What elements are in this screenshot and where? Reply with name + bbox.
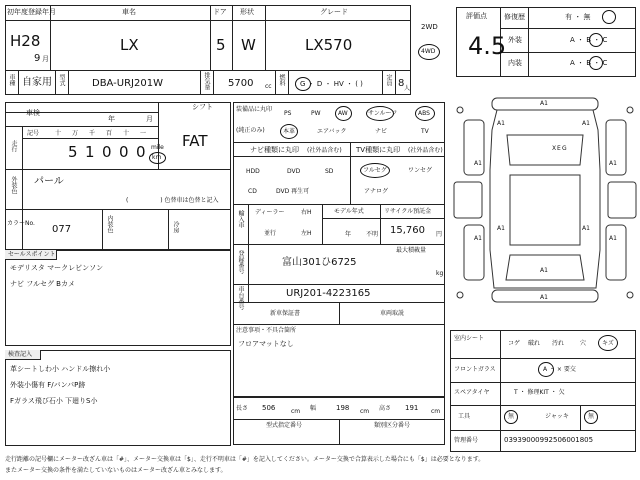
right-h-label: 右H (301, 209, 312, 216)
tools-label: 工具 (458, 413, 471, 420)
left-h-label: 左H (301, 230, 312, 237)
interior-options: A ・ B ・ C (570, 59, 608, 67)
first-reg-label: 初年度登録年月 (7, 8, 56, 16)
inspector-label: 検査記入 (8, 351, 33, 358)
parallel-label: 並行 (264, 230, 277, 237)
unit-h0: 記号 (27, 130, 40, 137)
inspector-line-1: 外装小傷有 F/バンパP跡 (10, 381, 86, 389)
chassis-label: 車台番号 (237, 286, 244, 310)
int-color-label: 内装色 (106, 215, 113, 233)
exterior-options: A ・ B ・ C (570, 36, 608, 44)
length-unit: cm (291, 408, 301, 415)
dealer-label: ディーラー (255, 209, 285, 216)
equip-navi: ナビ (375, 128, 388, 135)
exterior-b-circle (589, 33, 603, 47)
inspector-line-0: 革シートしわ小 ハンドル擦れ小 (10, 365, 111, 373)
front-glass-options: A ・ × 要交 (543, 366, 576, 373)
manual-label: 車両取説 (380, 310, 405, 317)
length-value: 506 (262, 404, 276, 412)
equip-label: 装備品に丸印 (236, 106, 273, 113)
seat-opt-3: 穴 (580, 340, 587, 347)
import-label: 輸入車 (237, 210, 244, 228)
mgmt-label: 管理番号 (454, 437, 479, 444)
navi-cd: CD (248, 188, 257, 195)
shape-label: 形状 (240, 8, 254, 16)
seat-opt-0: コゲ (508, 340, 521, 347)
type-value: DBA-URJ201W (92, 78, 163, 89)
color-no-label: カラーNo. (7, 220, 35, 227)
mileage-unit-km: km (152, 154, 162, 161)
equip-airbag: エアバック (317, 128, 347, 135)
score-label: 評価点 (466, 12, 487, 20)
drive-4wd: 4WD (421, 48, 436, 55)
mileage-unit-mile: mile (151, 144, 164, 151)
navi-label: ナビ種類に丸印 (250, 146, 299, 154)
unit-h3: 千 (89, 130, 96, 137)
navi-hdd: HDD (246, 168, 260, 175)
grade-label: グレード (320, 8, 348, 16)
class-label: 車種 (8, 74, 15, 86)
width-label: 幅 (310, 405, 317, 412)
diagram-mark-7: A1 (497, 225, 505, 232)
doors-label: ドア (213, 8, 227, 16)
shift-label: シフト (192, 103, 213, 111)
plate-value: 富山301ひ6725 (282, 257, 357, 268)
capacity-unit: 人 (404, 85, 411, 92)
diagram-mark-6: A1 (609, 235, 617, 242)
diagram-mark-1: A1 (497, 120, 505, 127)
height-value: 191 (405, 404, 419, 412)
displacement-label: 排気量 (203, 72, 210, 90)
navi-dvd-play: DVD 再生可 (276, 188, 310, 195)
mileage-digit-2: 0 (102, 143, 112, 161)
equip-leather: 本革 (283, 128, 296, 135)
notes-box (233, 325, 445, 397)
recycle-deposit-value: 15,760 (390, 225, 425, 236)
diagram-mark-5: A1 (474, 235, 482, 242)
tv-analog: アナログ (364, 188, 389, 195)
check-year-label: 年 (108, 115, 115, 123)
recycle-yen: 円 (436, 231, 443, 238)
score-value: 4.5 (468, 32, 507, 60)
tv-sub: (社外品含む) (408, 147, 443, 154)
mileage-digit-0: 5 (68, 143, 78, 161)
seat-opt-4: キズ (602, 340, 614, 347)
diagram-mark-10: A1 (540, 267, 548, 274)
fuel-options: G ・ D ・ HV ・ ( ) (300, 80, 363, 88)
check-month-label: 月 (146, 115, 153, 123)
diagram-mark-13: G (562, 145, 567, 152)
warranty-label: 新車保証書 (270, 310, 301, 317)
first-reg-value: H28 (10, 32, 41, 50)
model-year-unit: 年 (345, 231, 352, 238)
selling-line-0: モデリスタ マークレビンソン (10, 264, 104, 272)
equip-ps: PS (284, 110, 292, 117)
jack-value: 無 (588, 413, 595, 420)
shape-value: W (241, 36, 256, 54)
diagram-mark-12: E (557, 145, 561, 152)
capacity-value: 8 (398, 78, 405, 89)
repair-label: 修復歴 (504, 13, 525, 21)
equip-aw: AW (338, 110, 348, 117)
interior-label: 内装 (508, 59, 522, 67)
capacity-label: 定員 (385, 74, 392, 86)
class-value: 自家用 (22, 77, 52, 88)
color-no-value: 077 (52, 224, 72, 235)
front-glass-label: フロントガラス (454, 366, 496, 373)
selling-line-1: ナビ フルセグ Bカメ (10, 280, 75, 288)
diagram-mark-9: A1 (540, 294, 548, 301)
height-label: 高さ (379, 405, 392, 412)
car-diagram (452, 90, 638, 310)
unit-h6: 一 (140, 130, 147, 137)
fuel-label: 燃料 (278, 74, 285, 86)
diagram-mark-2: A1 (582, 120, 590, 127)
unit-h4: 百 (106, 130, 113, 137)
chassis-value: URJ201-4223165 (286, 288, 371, 299)
navi-sd: SD (325, 168, 334, 175)
navi-sub: (社外品含む) (307, 147, 342, 154)
interior-b-circle (589, 56, 603, 70)
mileage-digit-4: 0 (136, 143, 146, 161)
navi-dvd: DVD (287, 168, 301, 175)
unit-h1: 十 (55, 130, 62, 137)
type-designation-label: 型式指定番号 (266, 422, 303, 429)
plate-label: 登録番号 (237, 250, 244, 274)
equip-sunroof: サンルーフ (368, 110, 398, 117)
grade-value: LX570 (305, 36, 353, 54)
footer-line-2: またメーター交換の条件を満たしていないものはメーター改ざん車とみなします。 (5, 467, 227, 474)
spare-options: T ・ 修理KIT ・ 欠 (514, 389, 565, 396)
displacement-value: 5700 (228, 78, 254, 89)
mileage-label: 走行 (10, 140, 17, 152)
selling-label: セールスポイント (8, 251, 56, 258)
mileage-digit-1: 1 (85, 143, 95, 161)
tv-oneseg: ワンセグ (408, 167, 433, 174)
repair-none-circle (602, 10, 616, 24)
height-unit: cm (431, 408, 441, 415)
inspector-line-2: Fガラス飛び石小 下廻りS小 (10, 397, 98, 405)
diagram-mark-11: X (552, 145, 557, 152)
equip-abs: ABS (418, 110, 430, 117)
tools-value: 無 (508, 413, 515, 420)
displacement-unit: cc (265, 83, 272, 90)
mgmt-value: 03939000992506001805 (504, 436, 594, 444)
spare-label: スペアタイヤ (454, 389, 490, 396)
jack-label: ジャッキ (545, 413, 569, 420)
car-name-value: LX (120, 36, 139, 54)
tv-label: TV種類に丸印 (356, 146, 401, 154)
exterior-label: 外装 (508, 36, 522, 44)
max-load-label: 最大積載量 (396, 247, 427, 254)
car-name-label: 車名 (122, 8, 136, 16)
tv-fullseg: フルセグ (363, 167, 387, 174)
drive-2wd: 2WD (421, 23, 438, 31)
color-note: ( ) 色替車は色替と記入 (126, 197, 219, 204)
width-value: 198 (336, 404, 350, 412)
seat-opt-2: 汚れ (552, 340, 565, 347)
repair-options: 有 ・ 無 (565, 13, 591, 21)
color-value: パール (34, 176, 64, 187)
diagram-mark-3: A1 (474, 160, 482, 167)
notes-label: 注意事項・不具合箇所 (236, 327, 297, 334)
recycle-label: 冷房 (172, 221, 179, 233)
width-unit: cm (360, 408, 370, 415)
length-label: 長さ (236, 405, 249, 412)
diagram-mark-4: A1 (609, 160, 617, 167)
model-year-label: モデル年式 (334, 208, 364, 215)
shift-value: FAT (182, 132, 208, 150)
model-year-unknown: 不明 (366, 231, 379, 238)
seat-opt-1: 破れ (528, 340, 541, 347)
doors-value: 5 (216, 36, 226, 54)
max-load-kg: kg (436, 270, 444, 277)
footer-line-1: 走行距離の記号欄にメーター改ざん車は「#」、メーター交換車は「$」、走行不明車は「#」を記入してください。メーター交換で合算表示した場合にも「$」は必要となります。 (5, 456, 485, 463)
diagram-mark-0: A1 (540, 100, 548, 107)
recycle-deposit-label: リサイクル預託金 (384, 208, 432, 215)
color-label: 外装色 (10, 176, 17, 194)
check-label: 車検 (26, 109, 40, 117)
equip-tv: TV (421, 128, 429, 135)
category-label: 類別区分番号 (374, 422, 411, 429)
notes-value: フロアマットなし (238, 340, 294, 348)
equip-pw: PW (311, 110, 321, 117)
diagram-mark-8: A1 (582, 225, 590, 232)
equip-sub: (純正のみ) (236, 127, 265, 134)
seat-label: 室内シート (454, 335, 485, 342)
first-reg-month-unit: 月 (42, 55, 49, 63)
unit-h5: 十 (123, 130, 130, 137)
mileage-digit-3: 0 (119, 143, 129, 161)
first-reg-month: 9 (34, 53, 41, 64)
type-label: 型式 (58, 74, 65, 86)
unit-h2: 万 (72, 130, 79, 137)
